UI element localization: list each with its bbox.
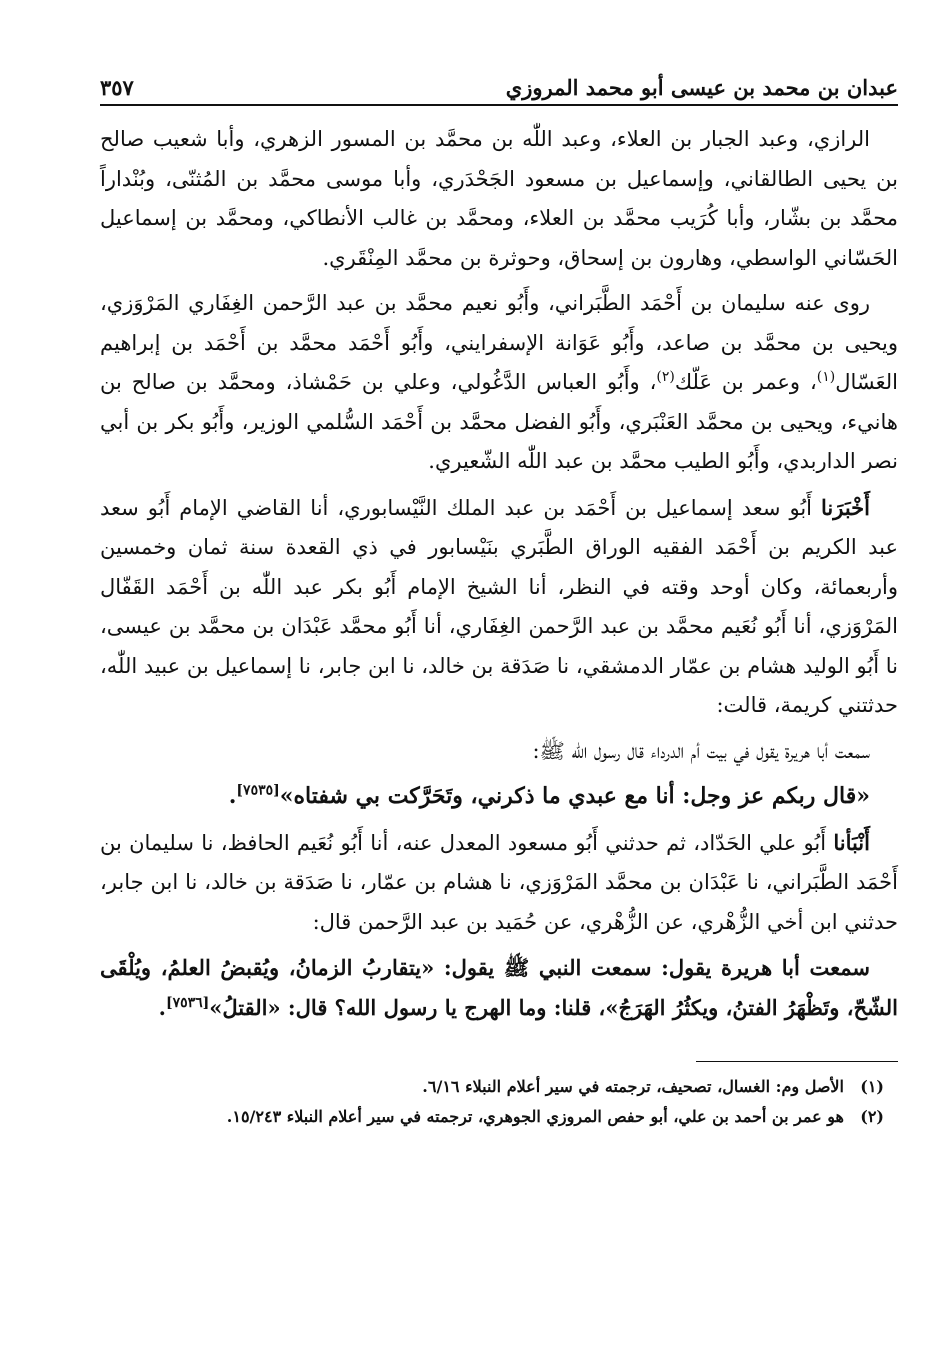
hadith-number-7535: [٧٥٣٥] — [236, 782, 280, 799]
paragraph-2-text-c: ، وأَبُو العباس الدَّغُولي، وعلي بن حَمْشاذ، ومحمَّد بن صالح بن هانيء، ويحيى بن محمَّد العَنْبَري، وأَبُو الفضل محمَّد بن أَحْمَد السُّلمي الوزير، وأَبُو بكر بن أبي نصر الداربدي، وأَبُو الطيب محمَّد بن عبد اللّٰه الشّعيري. — [100, 370, 898, 473]
page-number: ٣٥٧ — [100, 75, 134, 100]
footnote-2 — [100, 1102, 898, 1132]
running-head-title: عبدان بن محمد بن عيسى أبو محمد المروزي — [505, 75, 898, 100]
hadith-text-2-body: سمعت أبا هريرة يقول: سمعت النبي ﷺ يقول: «يتقاربُ الزمانُ، ويُقبضُ العلمُ، ويُلْقَى الشّحّ، وتَظْهَرُ الفتنُ، ويكثُرُ الهَرَجُ»، قلنا: وما الهرج يا رسول الله؟ قال: «القتلُ» — [100, 955, 898, 1020]
hadith-text-2-end: . — [158, 994, 166, 1020]
page-body — [100, 120, 898, 1132]
footnote-ref-2[interactable]: (٢) — [656, 369, 675, 385]
hadith-intro-1: سمعت أبا هريرة يقول في بيت أم الدرداء قال رسول الله ﷺ: — [532, 738, 870, 763]
paragraph-4-text: أَبُو علي الحَدّاد، ثم حدثني أَبُو مسعود المعدل عنه، أنا أَبُو نُعَيم الحافظ، نا سليمان بن أَحْمَد الطَّبَراني، نا عَبْدَان بن محمَّد المَرْوَزي، نا هشام بن عمّار، نا صَدَقة بن خالد، نا ابن جابر، حدثني ابن أخي الزُّهْري، عن الزُّهْري، عن حُمَيد بن عبد الرَّحمن قال: — [100, 830, 898, 934]
footnote-1-text: الأصل وم: الغسال، تصحيف، ترجمته في سير أعلام النبلاء ٦/١٦. — [422, 1077, 844, 1096]
hadith-text-1-body: «قال ربكم عز وجل: أنا مع عبدي ما ذكرني، وتَحَرَّكت بي شفتاه» — [279, 783, 870, 809]
hadith-text-2 — [100, 948, 898, 1027]
paragraph-2-text-b: ، وعمر بن عَلّك — [674, 370, 817, 394]
paragraph-3-text: أَبُو سعد إسماعيل بن أَحْمَد بن عبد الملك النَّيْسابوري، أنا القاضي الإمام أَبُو سعد عبد الكريم بن أَحْمَد الفقيه الوراق الطَّبَري بنَيْسابور في ذي القعدة سنة ثمان وخمسين وأربعمائة، وكان أوحد وقته في النظر، أنا الشيخ الإمام أَبُو بكر عبد اللّٰه بن أَحْمَد القَفّال المَرْوَزي، أنا أَبُو نُعَيم محمَّد بن عبد الرَّحمن الغِفَاري، أنا أَبُو محمَّد عَبْدَان بن محمَّد بن عيسى، نا أَبُو الوليد هشام بن عمّار الدمشقي، نا صَدَقة بن خالد، نا ابن جابر، نا إسماعيل بن عبيد اللّٰه، حدثتني كريمة، قالت: — [100, 495, 898, 717]
footnote-ref-1[interactable]: (١) — [816, 369, 836, 385]
running-head — [100, 62, 898, 100]
footnotes — [100, 1072, 898, 1132]
paragraph-4-lead: أَنْبَأنا — [833, 829, 870, 855]
footnote-rule — [696, 1061, 898, 1062]
hadith-text-1: «قال ربكم عز وجل: أنا مع عبدي ما ذكرني، وتَحَرَّكت بي شفتاه»[٧٥٣٥]. — [228, 782, 870, 809]
paragraph-1 — [100, 120, 898, 278]
paragraph-3 — [100, 488, 898, 726]
footnote-2-text: هو عمر بن أحمد بن علي، أبو حفص المروزي الجوهري، ترجمته في سير أعلام النبلاء ١٥/٢٤٣. — [226, 1107, 844, 1126]
footnote-1 — [100, 1072, 898, 1102]
footnote-1-number: (١) — [860, 1077, 884, 1096]
paragraph-2-text-a: روى عنه سليمان بن أَحْمَد الطَّبَراني، وأَبُو نعيم محمَّد بن عبد الرَّحمن الغِفَاري المَرْوَزي، ويحيى بن محمَّد بن صاعد، وأَبُو عَوَانة الإسفرايني، وأَبُو أَحْمَد محمَّد بن أَحْمَد بن إبراهيم العَسّال — [100, 291, 899, 394]
header-rule — [100, 104, 898, 106]
paragraph-4 — [100, 823, 898, 943]
paragraph-3-lead: أَخْبَرَنا — [821, 494, 870, 520]
hadith-number-7536: [٧٥٣٦] — [165, 994, 210, 1011]
footnote-2-number: (٢) — [860, 1107, 884, 1126]
paragraph-2 — [100, 284, 898, 482]
paragraph-1-text: الرازي، وعبد الجبار بن العلاء، وعبد اللّٰه بن محمَّد بن المسور الزهري، وأبا شعيب صالح بن يحيى الطالقاني، وإسماعيل بن مسعود الجَحْدَري، وأبا موسى محمَّد بن المُثنّى، وبُنْداراً محمَّد بن بشّار، وأبا كُرَيب محمَّد بن العلاء، ومحمَّد بن غالب الأنطاكي، ومحمَّد بن إسماعيل الحَسّاني الواسطي، وهارون بن إسحاق، وحوثرة بن محمَّد المِنْقَري. — [100, 127, 898, 270]
